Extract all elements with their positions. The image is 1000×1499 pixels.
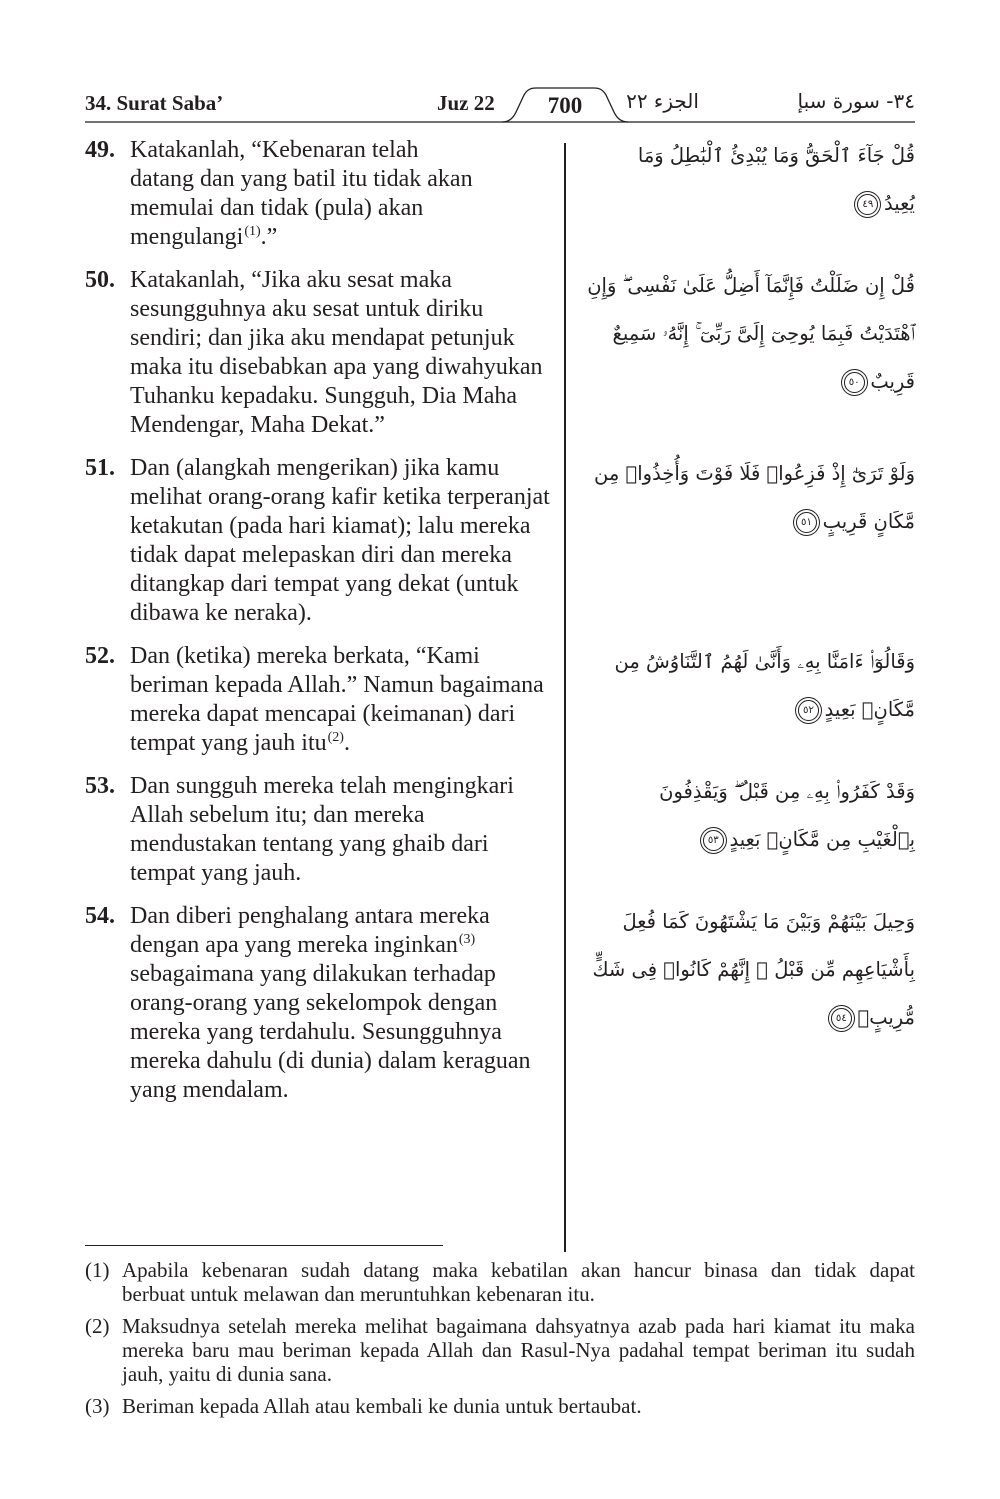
verse-translation (85, 454, 563, 628)
verse-row (85, 454, 915, 628)
translation-line: tidak dapat melepaskan diri dan mereka (130, 542, 512, 568)
translation-text: .” (260, 224, 278, 250)
verse-number: 51. (85, 455, 115, 481)
arabic-line-content (622, 898, 915, 946)
arabic-text: قَرِيبٌ (870, 370, 915, 393)
arabic-line-content (831, 994, 915, 1042)
arabic-line-content (798, 686, 915, 734)
verse-arabic (580, 898, 915, 1042)
verse-translation (85, 642, 563, 758)
footnote-line: Maksudnya setelah mereka melihat bagaimana dahsyatnya azab pada hari kiamat itu maka (122, 1314, 915, 1338)
arabic-text: وَقَدْ كَفَرُوا۟ بِهِۦ مِن قَبْلُ ۖ وَيَقْذِفُونَ (659, 780, 915, 803)
footnote-line: Apabila kebenaran sudah datang maka kebatilan akan hancur binasa dan tidak dapat (122, 1258, 915, 1282)
footnote-line: Beriman kepada Allah atau kembali ke dunia untuk bertaubat. (122, 1394, 642, 1418)
verse-row (85, 642, 915, 758)
translation-line: datang dan yang batil itu tidak akan (130, 166, 473, 192)
arabic-line-content (594, 450, 915, 498)
arabic-line (580, 768, 915, 816)
translation-line: Katakanlah, “Jika aku sesat maka (130, 267, 452, 293)
arabic-line (580, 262, 915, 310)
arabic-text: بِٱلْغَيْبِ مِن مَّكَانٍۭ بَعِيدٍ (729, 828, 915, 851)
arabic-line-content (857, 180, 915, 228)
header-surah-arabic: ٣٤- سورة سبإ (797, 89, 915, 113)
arabic-line (580, 310, 915, 358)
translation-line: ketakutan (pada hari kiamat); lalu mereka (130, 513, 531, 539)
arabic-line (580, 638, 915, 686)
verse-number: 52. (85, 643, 115, 669)
arabic-text: قُلْ جَآءَ ٱلْحَقُّ وَمَا يُبْدِئُ ٱلْبَٰطِلُ وَمَا (637, 144, 915, 167)
arabic-text: وَلَوْ تَرَىٰٓ إِذْ فَزِعُوا۟ فَلَا فَوْتَ وَأُخِذُوا۟ مِن (594, 462, 915, 485)
footnote-marker: (1) (85, 1258, 110, 1282)
footnote-marker: (2) (85, 1314, 110, 1338)
arabic-text: قُلْ إِن ضَلَلْتُ فَإِنَّمَآ أَضِلُّ عَلَىٰ نَفْسِى ۖ وَإِنِ (587, 274, 915, 297)
verse-arabic (580, 132, 915, 228)
translation-line: Dan (ketika) mereka berkata, “Kami (130, 643, 480, 669)
translation-line (130, 931, 563, 960)
page-number: 700 (547, 93, 583, 118)
arabic-line-content (587, 262, 915, 310)
translation-line: sesungguhnya aku sesat untuk diriku (130, 296, 484, 322)
translation-line: Dan diberi penghalang antara mereka (130, 903, 490, 929)
arabic-line (580, 132, 915, 180)
verse-number: 53. (85, 773, 115, 799)
translation-line: mereka dapat mencapai (keimanan) dari (130, 701, 516, 727)
page-number-tab (502, 88, 628, 122)
translation-line (130, 223, 563, 252)
arabic-text: وَحِيلَ بَيْنَهُمْ وَبَيْنَ مَا يَشْتَهُونَ كَمَا فُعِلَ (622, 910, 915, 933)
translation-line: dibawa ke neraka). (130, 600, 312, 626)
verse-arabic (580, 262, 915, 406)
verse-number: 54. (85, 903, 115, 929)
arabic-line-content (614, 638, 915, 686)
translation-line: ditangkap dari tempat yang dekat (untuk (130, 571, 519, 597)
arabic-line (580, 816, 915, 864)
footnote-reference: (2) (327, 730, 344, 745)
footnote (85, 1258, 915, 1306)
arabic-line-content (844, 358, 915, 406)
translation-text: . (343, 730, 350, 756)
footnote-separator (85, 1245, 443, 1246)
footnote (85, 1314, 915, 1386)
translation-line: melihat orang-orang kafir ketika terperanjat (130, 484, 550, 510)
translation-text: tempat yang jauh itu (130, 730, 327, 756)
verse-translation (85, 902, 563, 1105)
translation-line (130, 729, 563, 758)
footnote-marker: (3) (85, 1394, 110, 1418)
translation-line: yang mendalam. (130, 1077, 289, 1103)
translation-line: mendustakan tentang yang ghaib dari (130, 831, 489, 857)
arabic-text: مَّكَانٍ قَرِيبٍ (822, 510, 915, 533)
verse-translation (85, 266, 563, 440)
arabic-line (580, 358, 915, 406)
verse-arabic (580, 450, 915, 546)
arabic-line-content (613, 310, 916, 358)
header-juz-arabic: الجزء ٢٢ (626, 89, 699, 113)
translation-text: dengan apa yang mereka inginkan (130, 932, 458, 958)
header-rule (0, 0, 1000, 130)
arabic-text: يُعِيدُ (884, 192, 915, 215)
ayah-end-mark: ٥١ (796, 512, 817, 533)
verse-row (85, 136, 915, 252)
translation-line: orang-orang yang sekelompok dengan (130, 990, 498, 1016)
translation-line: memulai dan tidak (pula) akan (130, 195, 424, 221)
arabic-line-content (703, 816, 915, 864)
header-juz-label: Juz 22 (437, 91, 495, 115)
translation-line: sendiri; dan jika aku mendapat petunjuk (130, 325, 515, 351)
arabic-line-content (638, 132, 915, 180)
footnote-line: berbuat untuk melawan dan meruntuhkan kebenaran itu. (122, 1282, 595, 1306)
translation-line: tempat yang jauh. (130, 860, 302, 886)
verse-arabic (580, 638, 915, 734)
ayah-end-mark: ٥٤ (831, 1008, 852, 1029)
arabic-text: وَقَالُوٓا۟ ءَامَنَّا بِهِۦ وَأَنَّىٰ لَهُمُ ٱلتَّنَاوُشُ مِن (614, 650, 915, 673)
ayah-end-mark: ٤٩ (857, 194, 878, 215)
translation-line: Tuhanku kepadaku. Sungguh, Dia Maha (130, 383, 518, 409)
arabic-text: مُّرِيبٍۭ (857, 1006, 915, 1029)
verse-number: 50. (85, 267, 115, 293)
footnote (85, 1394, 915, 1418)
arabic-text: ٱهْتَدَيْتُ فَبِمَا يُوحِىٓ إِلَىَّ رَبِّىٓ ۚ إِنَّهُۥ سَمِيعٌ (612, 322, 915, 345)
verses-list (85, 136, 915, 1119)
footnotes-list (85, 1258, 915, 1426)
translation-line: Dan (alangkah mengerikan) jika kamu (130, 455, 500, 481)
footnote-line: mereka baru mau beriman kepada Allah dan Rasul-Nya padahal tempat beriman itu sudah (122, 1338, 915, 1362)
footnote-line: jauh, yaitu di dunia sana. (122, 1362, 332, 1386)
header-surah-label: 34. Surat Saba’ (85, 91, 224, 115)
translation-line: Mendengar, Maha Dekat.” (130, 412, 385, 438)
verse-row (85, 902, 915, 1105)
translation-line: Katakanlah, “Kebenaran telah (130, 137, 419, 163)
translation-line: Dan sungguh mereka telah mengingkari (130, 773, 514, 799)
footnote-reference: (3) (458, 932, 476, 947)
translation-line: sebagaimana yang dilakukan terhadap (130, 961, 496, 987)
arabic-line (580, 450, 915, 498)
verse-row (85, 266, 915, 440)
verse-number: 49. (85, 137, 115, 163)
arabic-line (580, 898, 915, 946)
arabic-line-content (593, 946, 916, 994)
arabic-line (580, 686, 915, 734)
ayah-end-mark: ٥٠ (844, 372, 865, 393)
ayah-end-mark: ٥٢ (798, 700, 819, 721)
arabic-line (580, 180, 915, 228)
verse-translation (85, 772, 563, 888)
arabic-text: مَّكَانٍۭ بَعِيدٍ (824, 698, 915, 721)
translation-line: mereka dahulu (di dunia) dalam keraguan (130, 1048, 531, 1074)
ayah-end-mark: ٥٣ (703, 830, 724, 851)
verse-translation (85, 136, 563, 252)
arabic-line-content (796, 498, 915, 546)
verse-arabic (580, 768, 915, 864)
translation-line: beriman kepada Allah.” Namun bagaimana (130, 672, 544, 698)
arabic-line (580, 946, 915, 994)
verse-row (85, 772, 915, 888)
translation-text: mengulangi (130, 224, 244, 250)
translation-line: Allah sebelum itu; dan mereka (130, 802, 425, 828)
arabic-line (580, 498, 915, 546)
translation-line: mereka yang terdahulu. Sesungguhnya (130, 1019, 502, 1045)
arabic-line-content (659, 768, 915, 816)
translation-line: maka itu disebabkan apa yang diwahyukan (130, 354, 543, 380)
arabic-line (580, 994, 915, 1042)
arabic-text: بِأَشْيَاعِهِم مِّن قَبْلُ ۚ إِنَّهُمْ كَانُوا۟ فِى شَكٍّ (592, 958, 915, 981)
footnote-reference: (1) (244, 224, 261, 239)
